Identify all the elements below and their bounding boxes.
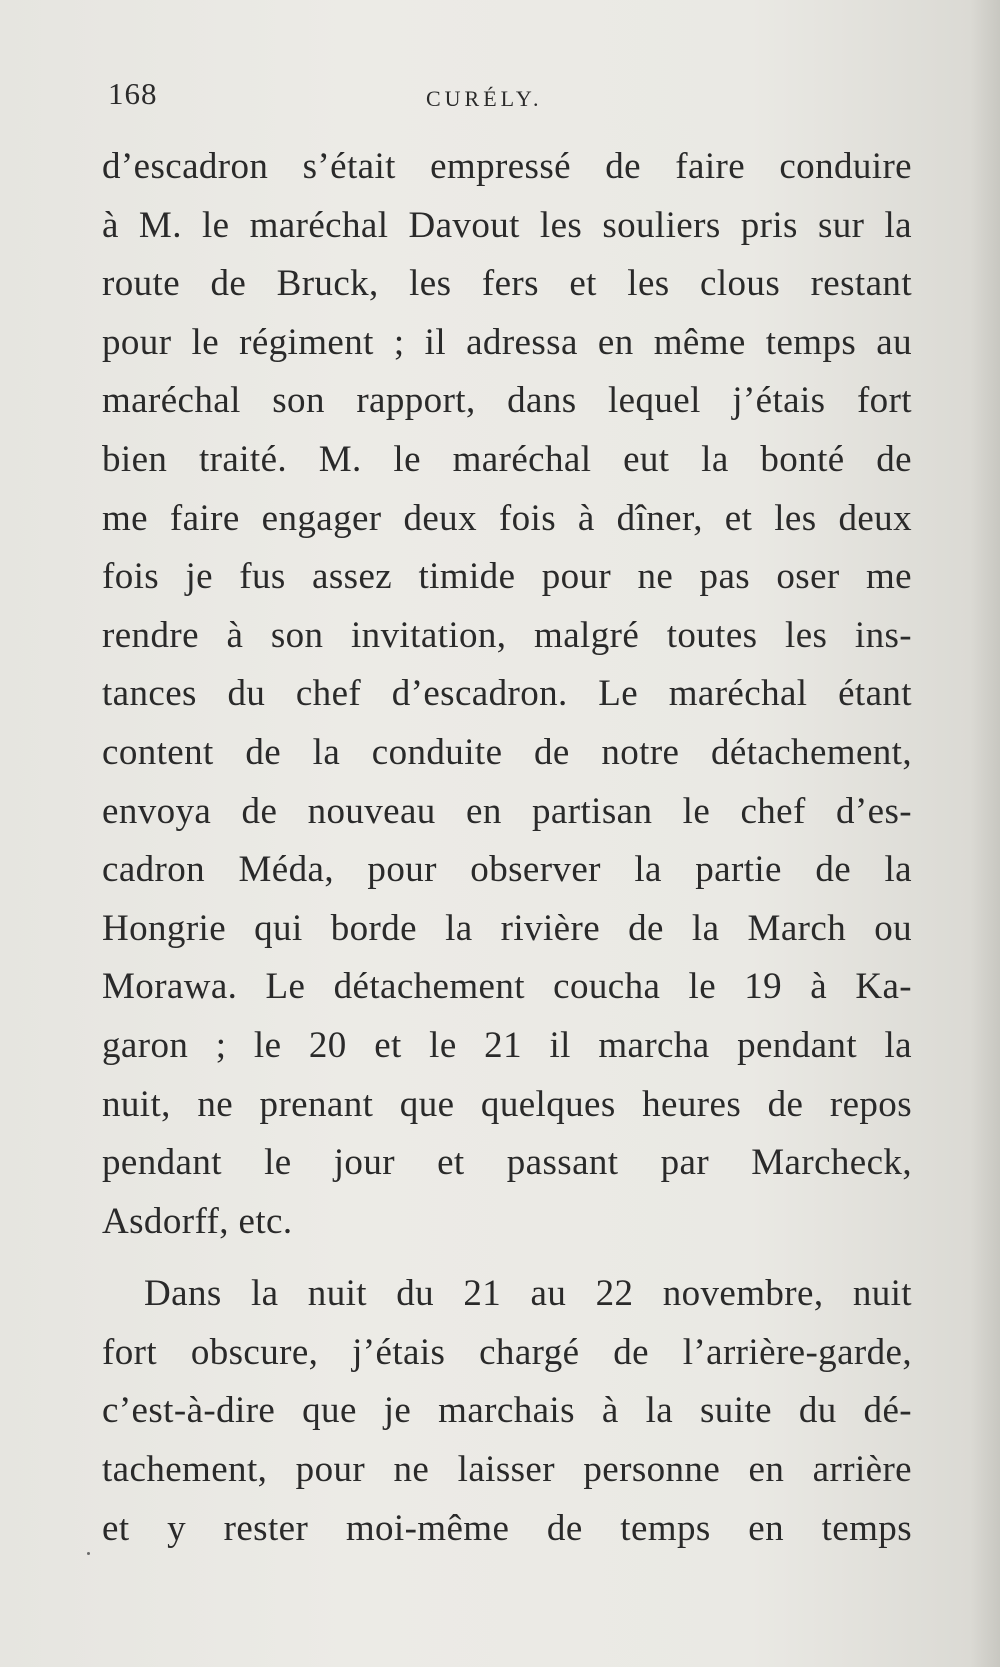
text-line: bien traité. M. le maréchal eut la bonté de [102, 438, 912, 480]
text-line: pour le régiment ; il adressa en même temps au [102, 321, 912, 363]
text-line: cadron Méda, pour observer la partie de la [102, 849, 912, 891]
text-line: nuit, ne prenant que quelques heures de repos [102, 1083, 912, 1125]
running-head [108, 76, 908, 120]
text-line: d’escadron s’était empressé de faire conduire [102, 146, 912, 187]
text-line: fort obscure, j’étais chargé de l’arrière-garde, [102, 1331, 912, 1373]
page-number: 168 [108, 76, 158, 111]
text-line: envoya de nouveau en partisan le chef d’es- [102, 790, 912, 832]
body-text [102, 138, 912, 1558]
text-line: tances du chef d’escadron. Le maréchal étant [102, 673, 912, 715]
text-line: tachement, pour ne laisser personne en arrière [102, 1449, 912, 1491]
text-line: content de la conduite de notre détachement, [102, 731, 912, 773]
paragraph-2 [102, 1265, 912, 1558]
text-line: me faire engager deux fois à dîner, et les deux [102, 497, 912, 539]
text-line: route de Bruck, les fers et les clous restant [102, 263, 912, 305]
text-line: à M. le maréchal Davout les souliers pris sur la [102, 204, 912, 246]
text-line: Dans la nuit du 21 au 22 novembre, nuit [144, 1273, 912, 1315]
text-line: Morawa. Le détachement coucha le 19 à Ka- [102, 966, 912, 1008]
text-line: pendant le jour et passant par Marcheck, [102, 1142, 912, 1184]
paragraph-gap [102, 1251, 912, 1265]
text-line: Asdorff, etc. [102, 1200, 293, 1242]
page-edge-shadow [970, 0, 1000, 1667]
text-line: rendre à son invitation, malgré toutes les ins- [102, 614, 912, 656]
paragraph-1 [102, 138, 912, 1251]
paper-speck [87, 1552, 90, 1555]
text-line: et y rester moi-même de temps en temps [102, 1507, 912, 1549]
text-line: fois je fus assez timide pour ne pas oser me [102, 556, 912, 598]
text-line: Hongrie qui borde la rivière de la March ou [102, 907, 912, 949]
text-line: c’est-à-dire que je marchais à la suite du dé- [102, 1390, 912, 1432]
text-line: maréchal son rapport, dans lequel j’étais fort [102, 380, 912, 422]
running-title: CURÉLY. [426, 86, 543, 111]
text-line: garon ; le 20 et le 21 il marcha pendant la [102, 1024, 912, 1066]
